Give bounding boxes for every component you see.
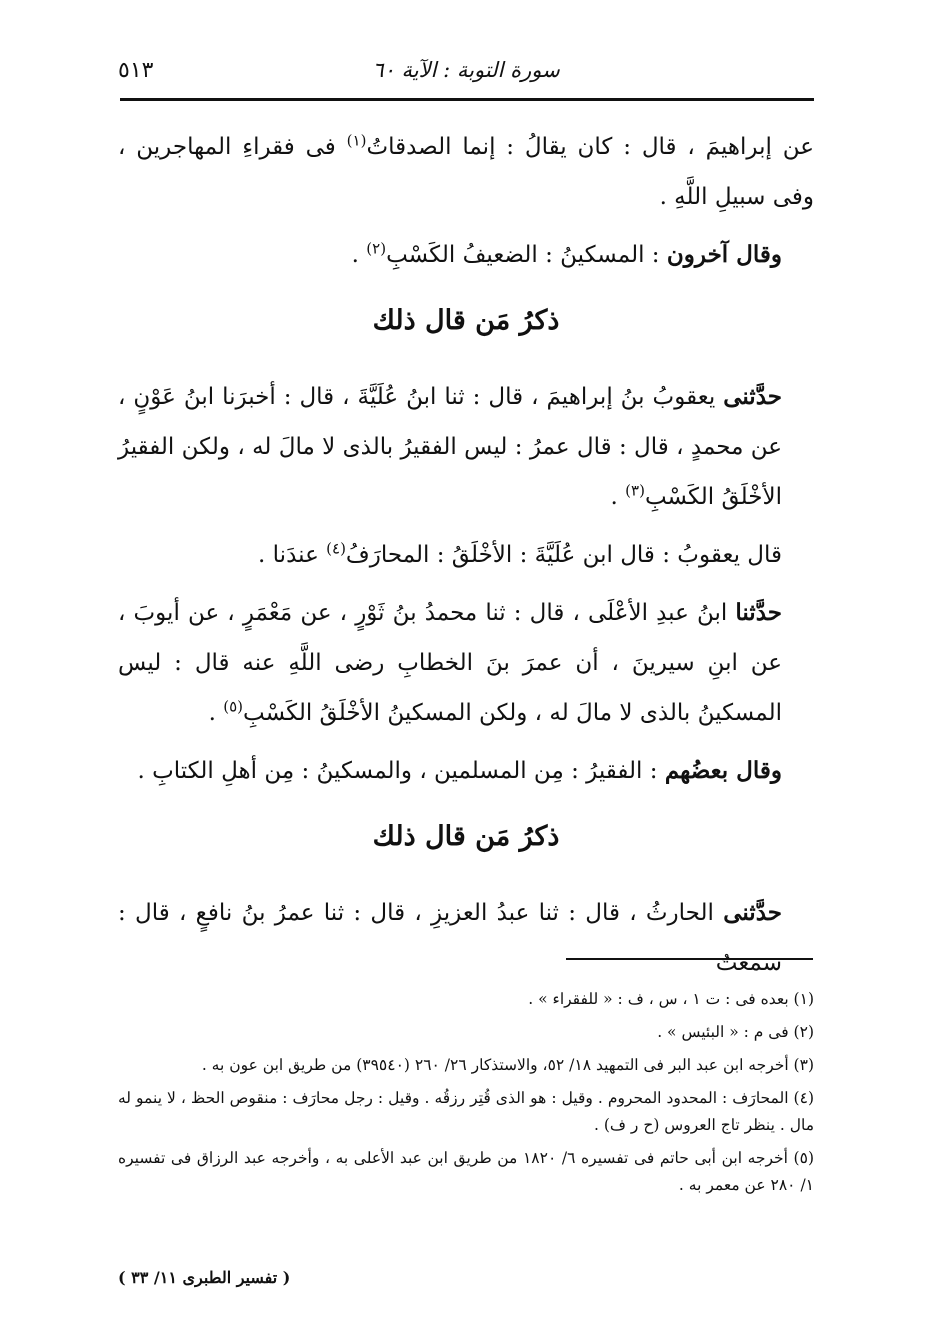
paragraph-tail: . [208,700,224,726]
footnote-marker[interactable]: (٥) [223,697,244,716]
footnote-marker[interactable]: (٤) [326,539,346,558]
footnote-2: (٢) فى م : « البئيس » . [657,1023,814,1041]
paragraph-7 [118,888,814,988]
footnote-marker[interactable]: (١) [346,131,367,150]
footnotes [118,986,814,1205]
paragraph-text: عن إبراهيمَ ، قال : كان يقالُ : إنما الصدقاتُ [366,134,815,160]
paragraph-tail: عندَنا . [258,542,327,568]
section-heading-2: ذكرُ مَن قال ذلك [372,821,560,852]
paragraph-tail: . [351,242,367,268]
paragraph-text: : الفقيرُ : مِن المسلمين ، والمسكينُ : مِن أهلِ الكتابِ . [137,758,665,784]
surah-title: سورة التوبة : الآية ٦٠ [372,58,560,82]
footnote-rule [566,958,813,960]
paragraph-5 [118,588,814,738]
paragraph-4 [118,530,814,580]
paragraph-2 [118,230,814,280]
paragraph-1 [118,122,814,222]
paragraph-3 [118,372,814,522]
footnote-4: (٤) المحارَف : المحدود المحروم . وقيل : هو الذى قُتِر رزقُه . وقيل : رجل محارَف : منقوص الحظ ، لا ينمو له مال . ينظر تاج العروس (ح ر ف) . [118,1089,814,1134]
header-rule [120,98,814,101]
paragraph-tail: . [610,484,626,510]
footnote-3: (٣) أخرجه ابن عبد البر فى التمهيد ١٨/ ٥٢، والاستذكار ٢٦/ ٢٦٠ (٣٩٥٤٠) من طريق ابن عون به . [201,1056,814,1074]
paragraph-text: الحارثُ ، قال : ثنا عبدُ العزيزِ ، قال : ثنا عمرُ بنُ نافعٍ ، قال : سمعتُ [118,900,782,976]
footnote-5: (٥) أخرجه ابن أبى حاتم فى تفسيره ٦/ ١٨٢٠ من طريق ابن عبد الأعلى به ، وأخرجه عبد الرزاق فى تفسيره ١/ ٢٨٠ عن معمر به . [118,1149,814,1194]
section-heading-1: ذكرُ مَن قال ذلك [372,305,560,336]
volume-footer: ( تفسير الطبرى ١١/ ٣٣ ) [118,1268,291,1287]
paragraph-lead: حدَّثنا [735,599,782,626]
footnote-1: (١) بعده فى : ت ١ ، س ، ف : « للفقراء » . [528,990,814,1008]
paragraph-tail: فى فقراءِ المهاجرين ، وفى سبيلِ اللَّهِ . [118,134,814,210]
footnote-marker[interactable]: (٣) [625,481,645,500]
footnote-marker[interactable]: (٢) [366,239,387,258]
paragraph-lead: حدَّثنى [723,899,782,926]
paragraph-lead: حدَّثنى [723,383,782,410]
running-header [118,52,814,92]
paragraph-text: ابنُ عبدِ الأعْلَى ، قال : ثنا محمدُ بنُ ثَوْرٍ ، عن مَعْمَرٍ ، عن أيوبَ ، عن ابنِ سيرينَ ، أن عمرَ بنَ الخطابِ رضى اللَّهِ عنه قال : ليس المسكينُ بالذى لا مالَ له ، ولكن المسكينُ الأخْلَقُ الكَسْبِ [118,600,782,726]
paragraph-lead: وقال آخرون [666,241,782,268]
main-text [118,122,814,996]
paragraph-lead: وقال بعضُهم [664,757,782,784]
paragraph-6 [118,746,814,796]
page-number: ٥١٣ [118,58,154,83]
paragraph-text: : المسكينُ : الضعيفُ الكَسْبِ [386,242,667,268]
paragraph-text: يعقوبُ بنُ إبراهيمَ ، قال : ثنا ابنُ عُلَيَّةَ ، قال : أخبرَنا ابنُ عَوْنٍ ، عن محمدٍ ، قال : قال عمرُ : ليس الفقيرُ بالذى لا مالَ له ، ولكن الفقيرُ الأخْلَقُ الكَسْبِ [118,384,782,510]
paragraph-text: قال يعقوبُ : قال ابن عُلَيَّةَ : الأخْلَقُ : المحارَفُ [345,542,782,568]
